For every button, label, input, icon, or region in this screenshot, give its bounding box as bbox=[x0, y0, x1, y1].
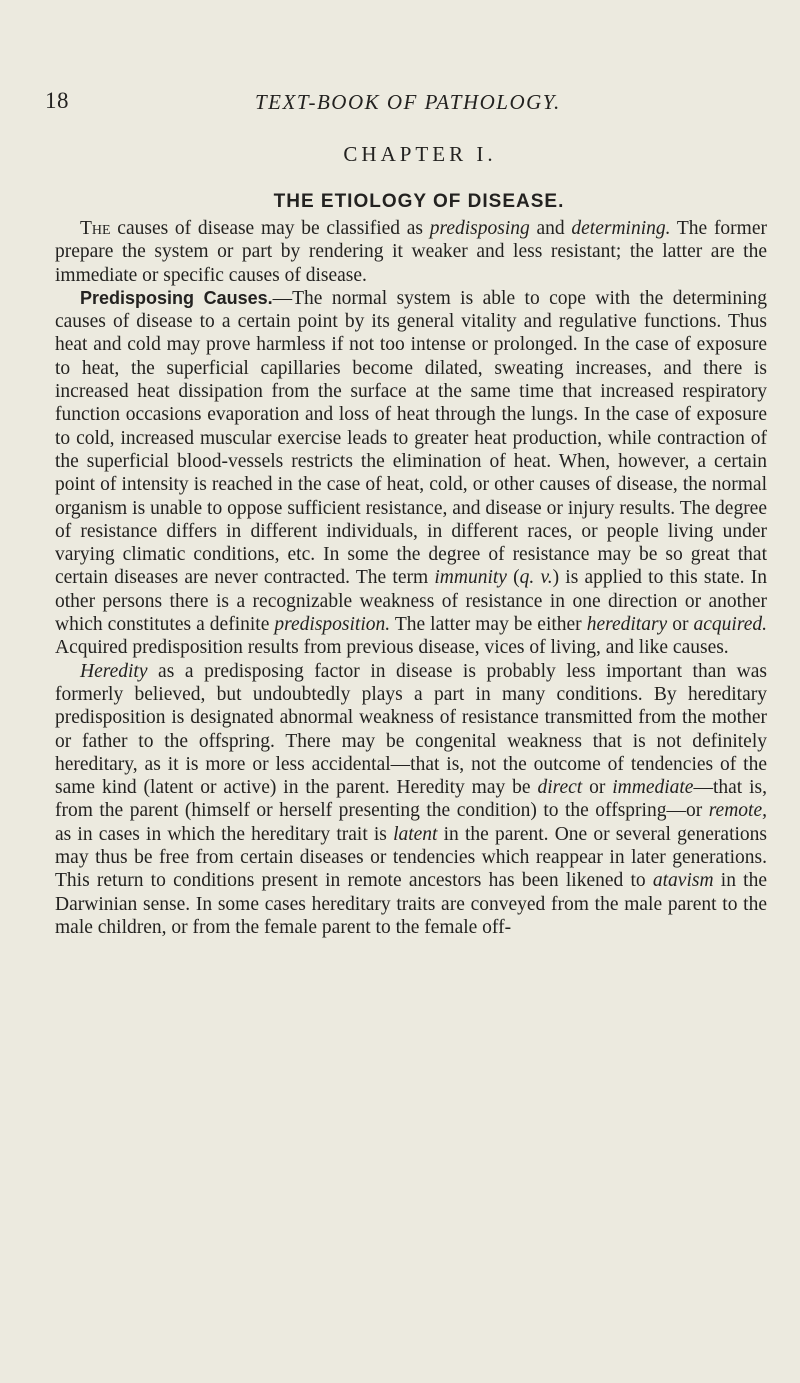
text-run: —The normal system is able to cope with the determining causes of disease to a certain point by its general vitality and regulative functions. Thus heat and cold may prove harmless if not too intense or prolonged. In the case of exposure to heat, the superficial capillaries become dilated, sweating increases, and there is increased heat dissipation from the surface at the same time that increased respiratory function occasions evaporation and loss of heat through the lungs. In the case of exposure to cold, increased muscular exercise leads to greater heat production, while contraction of the superficial blood-vessels restricts the elimination of heat. When, however, a certain point of intensity is reached in the case of heat, cold, or other causes of disease, the normal organism is unable to oppose sufficient resistance, and disease or injury results. The degree of resistance differs in different individuals, in different races, or people living under varying climatic conditions, etc. In some the degree of resistance may be so great that certain diseases are never contracted. The term bbox=[55, 287, 768, 589]
chapter-title: THE ETIOLOGY OF DISEASE. bbox=[273, 191, 565, 212]
section-heading: Predisposing Causes. bbox=[80, 287, 273, 308]
paragraph-heredity bbox=[55, 660, 767, 940]
italic-term: immunity bbox=[434, 567, 507, 589]
italic-term: determining. bbox=[571, 218, 671, 239]
text-run: or bbox=[582, 777, 613, 799]
text-run: causes of disease may be classified as bbox=[110, 218, 430, 239]
paragraph-intro bbox=[55, 217, 767, 287]
page-number: 18 bbox=[45, 88, 69, 113]
italic-term: atavism bbox=[652, 870, 714, 892]
paragraph-predisposing bbox=[55, 287, 767, 660]
italic-term: immediate bbox=[612, 777, 694, 799]
italic-term: direct bbox=[537, 777, 583, 799]
lead-word: The bbox=[80, 218, 111, 239]
italic-term: Heredity bbox=[80, 660, 148, 682]
italic-term: latent bbox=[393, 823, 438, 845]
italic-term: predisposition. bbox=[274, 614, 391, 636]
running-head: TEXT-BOOK OF PATHOLOGY. bbox=[255, 90, 561, 114]
text-run: as a predisposing factor in disease is probably less important than was formerly believed, but undoubtedly plays a part in many conditions. By hereditary predisposition is designated abnormal weakness of resistance transmitted from the mother or father to the offspring. There may be congenital weakness that is not definitely hereditary, as it is more or less accidental—that is, not the outcome of tendencies of the same kind (latent or active) in the parent. Heredity may be bbox=[55, 660, 767, 799]
text-run: —that is, from the parent (himself or herself presenting the condition) to the offspring—or bbox=[55, 777, 767, 822]
text-run: and bbox=[529, 218, 572, 239]
text-run: ) is applied to this state. In other persons there is a recognizable weakness of resistance in one direction or another which constitutes a definite bbox=[55, 567, 767, 636]
text-run: ( bbox=[506, 567, 520, 589]
text-run: The latter may be either bbox=[390, 614, 587, 636]
italic-term: hereditary bbox=[586, 614, 668, 636]
text-run: in the parent. One or several generations may thus be free from certain diseases or tendencies which reappear in later generations. This return to conditions present in remote ancestors has been likened to bbox=[55, 823, 767, 892]
text-run: Acquired predisposition results from previous disease, vices of living, and like causes. bbox=[55, 637, 729, 659]
text-run: in the Darwinian sense. In some cases hereditary traits are conveyed from the male parent to the male children, or from the female parent to the female off- bbox=[55, 870, 767, 938]
text-run: The former prepare the system or part by rendering it weaker and less resistant; the latter are the immediate or specific causes of disease. bbox=[55, 218, 767, 286]
italic-term: q. v. bbox=[519, 567, 553, 589]
body-text bbox=[55, 217, 767, 939]
chapter-heading: CHAPTER I. bbox=[343, 142, 497, 166]
italic-term: acquired. bbox=[693, 614, 767, 636]
text-run: as in cases in which the hereditary trait is bbox=[55, 823, 394, 845]
italic-term: predisposing bbox=[429, 218, 530, 239]
text-run: or bbox=[667, 614, 694, 636]
italic-term: remote, bbox=[708, 800, 767, 822]
